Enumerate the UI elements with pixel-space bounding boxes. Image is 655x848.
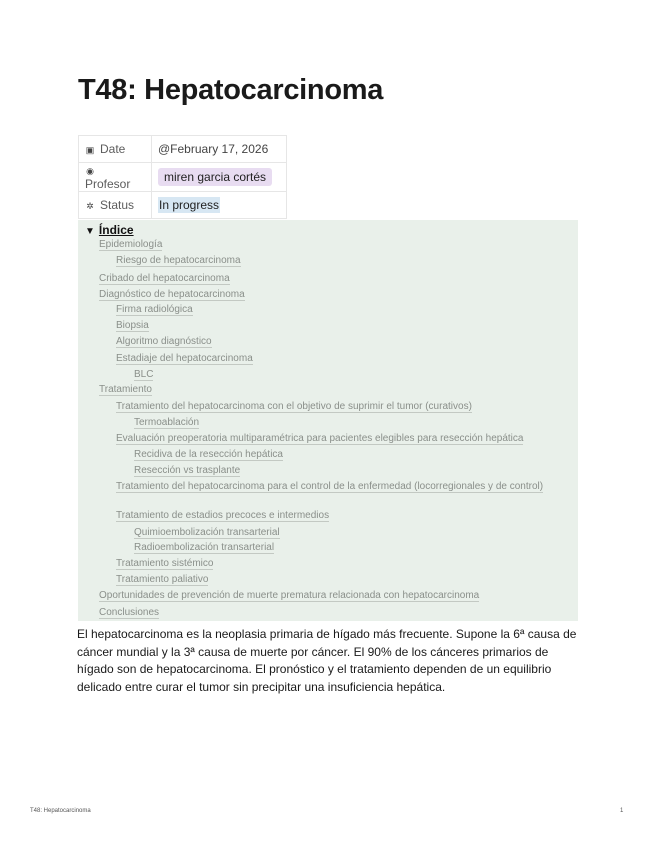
- toc-item[interactable]: Conclusiones: [99, 607, 160, 618]
- date-mention[interactable]: @February 17, 2026: [158, 142, 269, 156]
- property-key: ▣ Date: [79, 136, 152, 163]
- toc-item[interactable]: Diagnóstico de hepatocarcinoma: [99, 289, 245, 300]
- table-of-contents: [78, 220, 578, 621]
- toc-item[interactable]: Evaluación preoperatoria multiparamétrica para pacientes elegibles para resección hepática: [116, 433, 524, 444]
- toc-item[interactable]: Tratamiento: [99, 384, 152, 395]
- caret-down-icon[interactable]: ▼: [85, 226, 95, 237]
- status-tag[interactable]: In progress: [159, 198, 220, 212]
- toc-item[interactable]: Tratamiento paliativo: [116, 574, 209, 585]
- footer-title: T48: Hepatocarcinoma: [30, 808, 91, 814]
- toc-item[interactable]: Tratamiento del hepatocarcinoma para el control de la enfermedad (locorregionales y de control): [116, 481, 544, 492]
- person-icon: ◉: [86, 166, 94, 176]
- profesor-tag[interactable]: miren garcia cortés: [158, 168, 272, 186]
- properties-table: [78, 135, 287, 219]
- property-value-status[interactable]: [152, 192, 287, 219]
- property-key: ◉Profesor: [79, 163, 152, 192]
- toc-item[interactable]: Quimioembolización transarterial: [134, 527, 280, 538]
- toc-item[interactable]: Riesgo de hepatocarcinoma: [116, 255, 241, 266]
- toc-item[interactable]: Tratamiento sistémico: [116, 558, 214, 569]
- toc-item[interactable]: Cribado del hepatocarcinoma: [99, 273, 230, 284]
- toc-heading[interactable]: Índice: [98, 223, 134, 237]
- property-value-date[interactable]: [152, 136, 287, 163]
- intro-paragraph: El hepatocarcinoma es la neoplasia primaria de hígado más frecuente. Supone la 6ª causa de cáncer mundial y la 3ª causa de muerte por cáncer. El 90% de los cánceres primarios de hígado son de hepatocarcinoma. El pronóstico y el tratamiento dependen de un equilibrio delicado entre curar el tumor sin precipitar una insuficiencia hepática.: [77, 627, 577, 694]
- toc-item[interactable]: BLC: [134, 369, 154, 380]
- property-key: ✲ Status: [79, 192, 152, 219]
- property-row-date: [79, 136, 287, 163]
- toc-item[interactable]: Biopsia: [116, 320, 149, 331]
- toc-item[interactable]: Tratamiento del hepatocarcinoma con el objetivo de suprimir el tumor (curativos): [116, 401, 472, 412]
- toc-item[interactable]: Epidemiología: [99, 239, 163, 250]
- toc-item[interactable]: Firma radiológica: [116, 304, 193, 315]
- property-row-profesor: [79, 163, 287, 192]
- toc-item[interactable]: Tratamiento de estadios precoces e intermedios: [116, 510, 330, 521]
- toc-toggle[interactable]: [85, 223, 134, 237]
- status-icon: ✲: [86, 201, 94, 211]
- toc-item[interactable]: Resección vs trasplante: [134, 465, 241, 476]
- page-title: T48: Hepatocarcinoma: [78, 74, 384, 106]
- toc-item[interactable]: Estadiaje del hepatocarcinoma: [116, 353, 253, 364]
- page-number: 1: [620, 808, 624, 814]
- property-row-status: [79, 192, 287, 219]
- calendar-icon: ▣: [85, 145, 95, 155]
- toc-item[interactable]: Radioembolización transarterial: [134, 542, 275, 553]
- property-value-profesor[interactable]: [152, 163, 287, 192]
- toc-item[interactable]: Recidiva de la resección hepática: [134, 449, 283, 460]
- toc-item[interactable]: Algoritmo diagnóstico: [116, 336, 212, 347]
- toc-item[interactable]: Termoablación: [134, 417, 200, 428]
- toc-item[interactable]: Oportunidades de prevención de muerte prematura relacionada con hepatocarcinoma: [99, 590, 480, 601]
